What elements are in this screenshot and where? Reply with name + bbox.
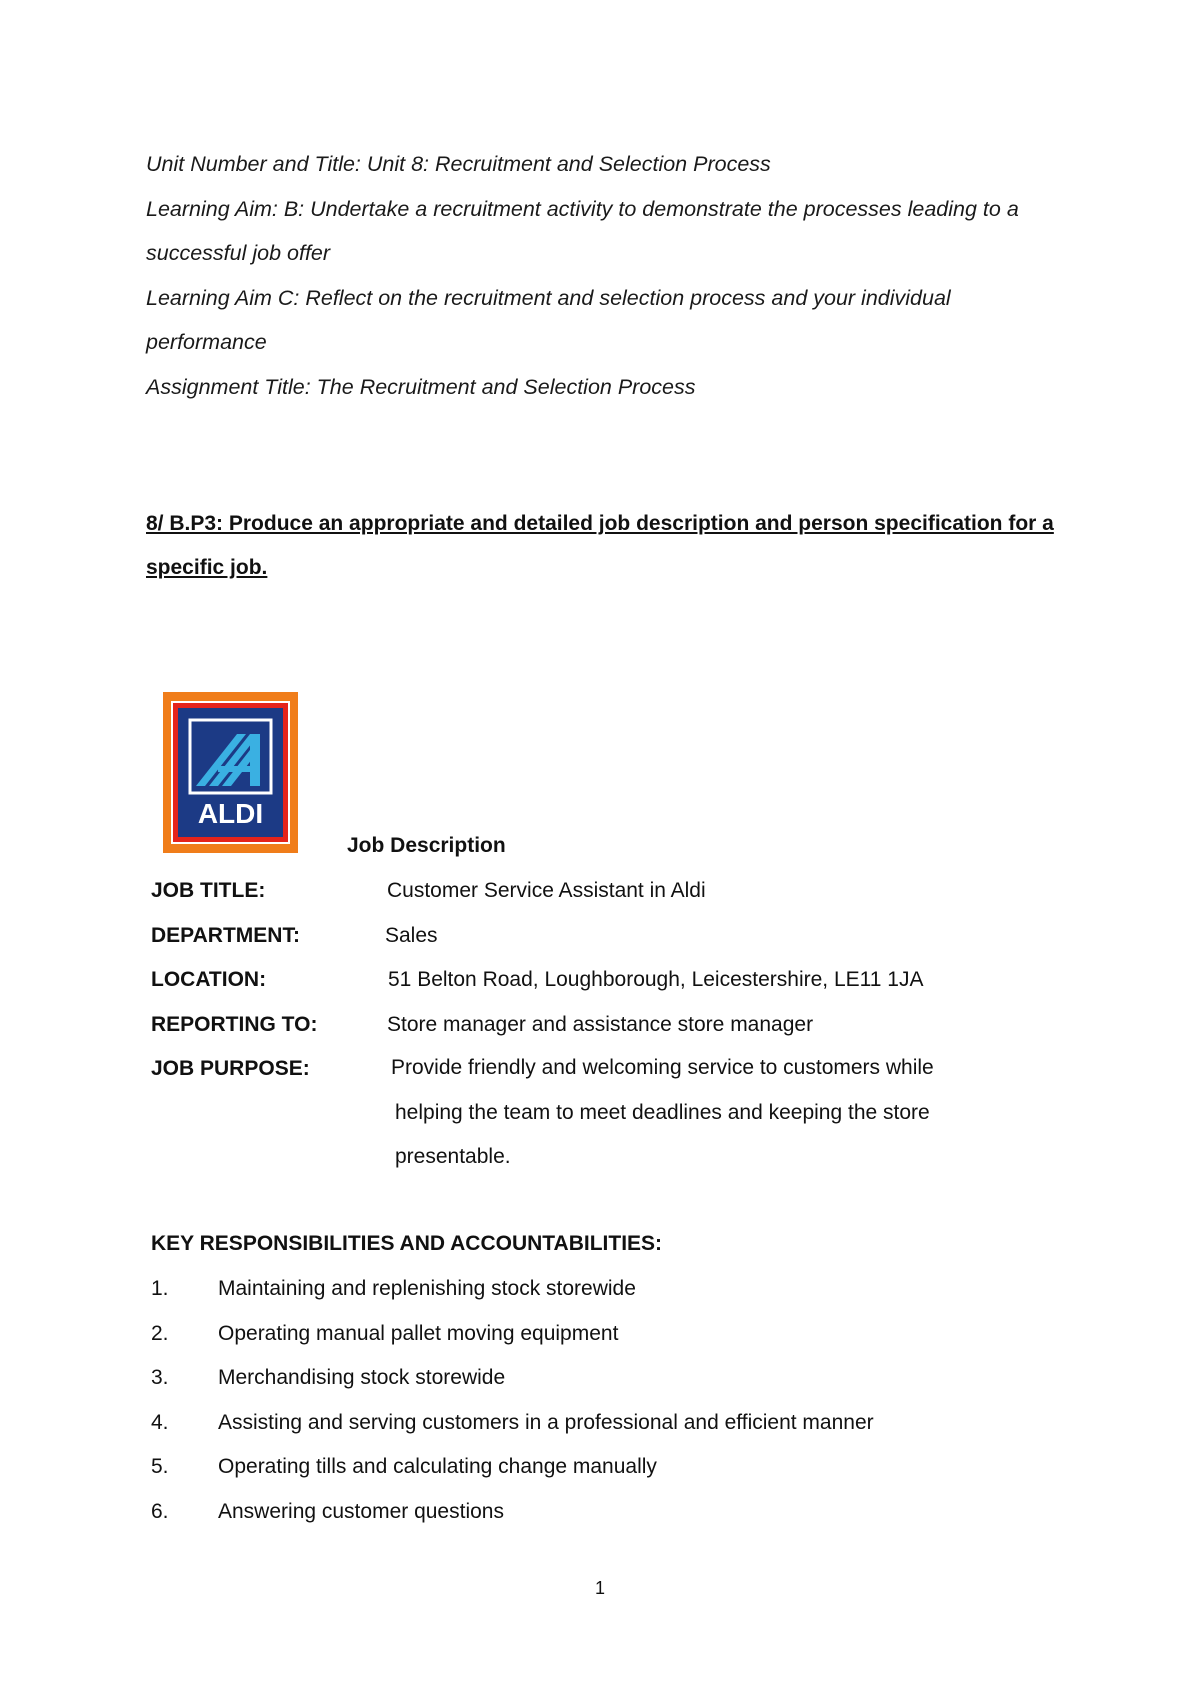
list-item-number: 3. — [151, 1366, 169, 1389]
location-value: 51 Belton Road, Loughborough, Leicestershire, LE11 1JA — [388, 968, 924, 991]
list-item-number: 2. — [151, 1321, 169, 1345]
list-item-text: Maintaining and replenishing stock storewide — [218, 1277, 636, 1300]
aldi-logo — [163, 692, 298, 853]
list-item-text: Assisting and serving customers in a professional and efficient manner — [218, 1410, 874, 1434]
reporting-to-label: REPORTING TO: — [151, 1013, 318, 1036]
location-label: LOCATION: — [151, 968, 267, 991]
department-value: Sales — [385, 924, 438, 947]
list-item-text: Operating tills and calculating change manually — [218, 1455, 657, 1478]
unit-title: Unit Number and Title: Unit 8: Recruitment and Selection Process — [146, 152, 771, 176]
job-purpose-line: Provide friendly and welcoming service to customers while — [391, 1056, 934, 1079]
assignment-intro — [146, 142, 1076, 409]
job-title-value: Customer Service Assistant in Aldi — [387, 879, 706, 902]
job-purpose-value — [391, 1046, 1011, 1180]
list-item-text: Answering customer questions — [218, 1499, 504, 1523]
department-label: DEPARTMENT: — [151, 924, 300, 947]
aldi-logo-text: ALDI — [197, 798, 264, 829]
job-purpose-line: presentable. — [395, 1145, 511, 1168]
job-purpose-line: helping the team to meet deadlines and keeping the store — [395, 1100, 930, 1124]
responsibilities-heading: KEY RESPONSIBILITIES AND ACCOUNTABILITIES: — [151, 1232, 663, 1255]
job-title-label: JOB TITLE: — [151, 879, 266, 902]
list-item-number: 4. — [151, 1410, 169, 1434]
page-number: 1 — [594, 1578, 605, 1598]
learning-aim-c: Learning Aim C: Reflect on the recruitment and selection process and your individual performance — [146, 285, 951, 354]
list-item-text: Merchandising stock storewide — [218, 1366, 506, 1389]
list-item-number: 5. — [151, 1455, 169, 1478]
reporting-to-value: Store manager and assistance store manager — [387, 1013, 814, 1036]
list-item-number: 1. — [151, 1277, 169, 1300]
job-purpose-label: JOB PURPOSE: — [151, 1057, 310, 1080]
learning-aim-b: Learning Aim: B: Undertake a recruitment activity to demonstrate the processes leading to a successful job offer — [146, 196, 1019, 265]
task-heading: 8/ B.P3: Produce an appropriate and detailed job description and person specification for a specific job. — [146, 512, 1054, 579]
job-description-heading: Job Description — [347, 834, 506, 857]
assignment-title: Assignment Title: The Recruitment and Selection Process — [146, 374, 696, 399]
list-item-number: 6. — [151, 1499, 169, 1523]
list-item-text: Operating manual pallet moving equipment — [218, 1321, 619, 1345]
